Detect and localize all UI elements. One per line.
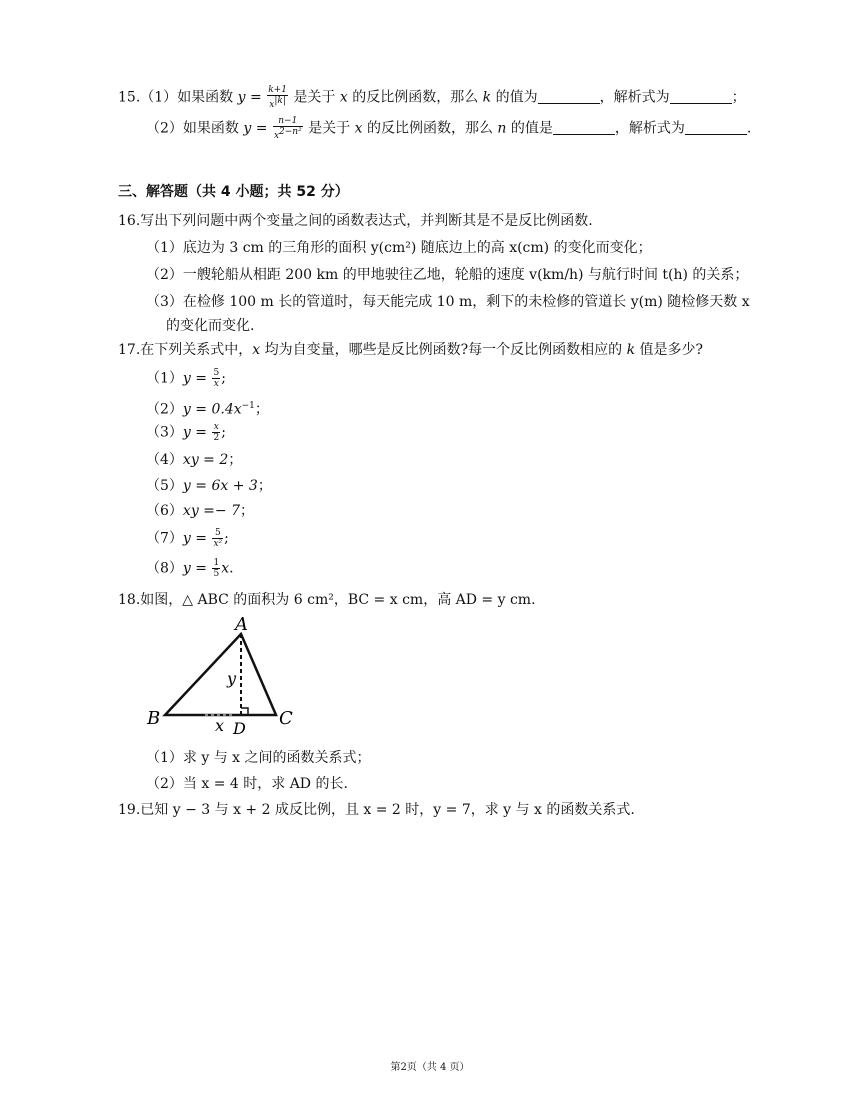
label-d: D bbox=[233, 719, 246, 738]
answer-blank[interactable] bbox=[553, 120, 615, 135]
q19-stem: 19.已知 y − 3 与 x + 2 成反比例，且 x = 2 时，y = 7，求 y 与 x 的函数关系式. bbox=[118, 802, 635, 818]
q16-part3-cont: 的变化而变化. bbox=[166, 318, 255, 334]
q18-part2: （2）当 x = 4 时，求 AD 的长. bbox=[146, 776, 348, 792]
q17-stem: 17.在下列关系式中，x 均为自变量，哪些是反比例函数?每一个反比例函数相应的 k 值是多少? bbox=[118, 342, 704, 358]
q17-item-8: （8）y = $\frac{1}{5}$ x. bbox=[146, 558, 234, 579]
triangle-figure bbox=[145, 612, 305, 742]
q15-fraction-1: $\frac{k+1}{x^{|k|}}$ bbox=[268, 85, 287, 110]
q15-part1: 15.（1）如果函数 y = $\frac{k+1}{x^{|k|}}$ 是关于 x 的反比例函数，那么 k 的值为 ，解析式为 ； bbox=[118, 85, 746, 110]
q17-item-7: （7）y = $\frac{5}{\text{x²}}$ ; bbox=[146, 528, 229, 549]
q17-item-2: $(2)y = 0.4x^{-1}$； bbox=[146, 401, 269, 418]
q17-item-6: （6）xy =− 7； bbox=[146, 503, 254, 519]
q15-fraction-2: $\frac{n-1}{x^{2-n^2}}$ bbox=[273, 116, 302, 141]
answer-blank[interactable] bbox=[538, 89, 600, 104]
q18-part1: （1）求 y 与 x 之间的函数关系式； bbox=[146, 750, 371, 766]
q17-item-3: （3）y = $\frac{x}{2}$ ; bbox=[146, 422, 226, 443]
q16-stem: 16.写出下列问题中两个变量之间的函数表达式，并判断其是不是反比例函数. bbox=[118, 213, 593, 229]
answer-blank[interactable] bbox=[670, 89, 732, 104]
q16-part1: （1）底边为 3 cm 的三角形的面积 y(cm²) 随底边上的高 x(cm) 的变化而变化； bbox=[146, 240, 652, 256]
label-y: y bbox=[227, 669, 237, 688]
q16-part2: （2）一艘轮船从相距 200 km 的甲地驶往乙地，轮船的速度 v(km/h) 与航行时间 t(h) 的关系； bbox=[146, 267, 749, 283]
page-footer: 第2页（共 4 页） bbox=[390, 1062, 470, 1073]
label-a: A bbox=[235, 614, 248, 635]
q15-part2: （2）如果函数 y = $\frac{n-1}{x^{2-n^2}}$ 是关于 x 的反比例函数，那么 n 的值是 ，解析式为 . bbox=[146, 116, 752, 141]
label-b: B bbox=[147, 708, 161, 729]
q17-item-4: （4）xy = 2； bbox=[146, 452, 243, 468]
q17-item-1: （1）y = $\frac{5}{x}$ ; bbox=[146, 368, 226, 389]
section-title: 三、解答题（共 4 小题；共 52 分） bbox=[118, 184, 349, 200]
triangle-abc bbox=[165, 634, 276, 715]
q17-item-5: （5）y = 6x + 3； bbox=[146, 478, 272, 494]
label-x: x bbox=[215, 716, 225, 735]
answer-blank[interactable] bbox=[685, 120, 747, 135]
label-c: C bbox=[279, 708, 293, 729]
q16-part3: （3）在检修 100 m 长的管道时，每天能完成 10 m，剩下的未检修的管道长 y(m) 随检修天数 x bbox=[146, 294, 750, 310]
q18-stem: 18.如图，△ ABC 的面积为 6 cm²，BC = x cm，高 AD = y cm. bbox=[118, 592, 536, 608]
